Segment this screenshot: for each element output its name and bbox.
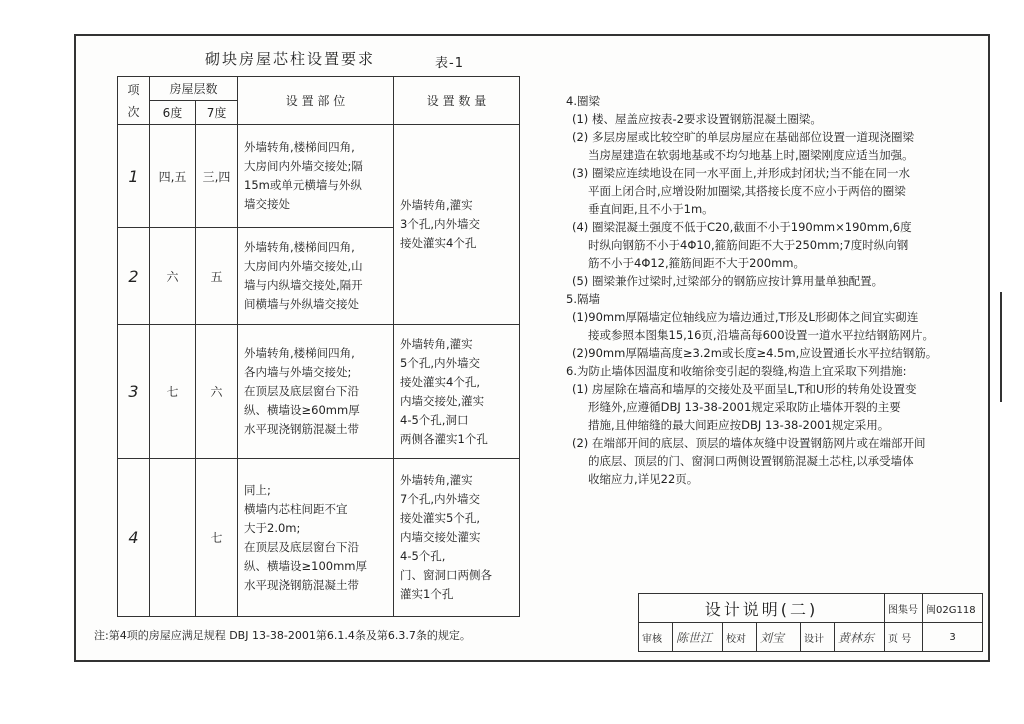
row-num: 3 [118,325,150,459]
table-row [118,325,520,459]
note-paragraph: (2) 在端部开间的底层、顶层的墙体灰缝中设置钢筋网片或在端部开间 的底层、顶层的门、窗洞口两侧设置钢筋混凝土芯柱,以承受墙体 收缩应力,详见22页。 [572,436,926,486]
row-deg6 [150,459,196,617]
table-number: 表-1 [435,56,464,71]
drawing-title: 设计说明(二) [639,594,885,623]
row-quantity: 外墙转角,灌实 7个孔,内外墙交 接处灌实5个孔, 内墙交接处灌实 4-5个孔, 门、窗洞口两侧各 灌实1个孔 [394,459,520,617]
table-row [118,459,520,617]
header-deg7: 7度 [196,101,238,125]
page-number: 3 [923,623,983,652]
header-quantity: 设 置 数 量 [394,77,520,125]
table-row [118,125,520,228]
row-location: 外墙转角,楼梯间四角, 大房间内外墙交接处;隔 15m或单元横墙与外纵 墙交接处 [238,125,394,228]
note-heading: 4.圈梁 [566,94,600,108]
design-label: 设计 [801,623,835,652]
edge-mark [1000,292,1002,402]
note-paragraph: (2)90mm厚隔墙高度≥3.2m或长度≥4.5m,应设置通长水平拉结钢筋。 [572,346,938,360]
header-item [118,77,150,125]
row-deg6: 六 [150,228,196,325]
row-quantity: 外墙转角,灌实 5个孔,内外墙交 接处灌实4个孔, 内墙交接处,灌实 4-5个孔,洞口 两侧各灌实1个孔 [394,325,520,459]
atlas-number: 闽02G118 [923,594,983,623]
row-location: 同上; 横墙内芯柱间距不宜 大于2.0m; 在顶层及底层窗台下沿 纵、横墙设≥100mm厚 水平现浇钢筋混凝土带 [238,459,394,617]
row-deg7: 六 [196,325,238,459]
title-block-table [638,593,983,652]
design-notes [566,92,981,488]
header-floors: 房屋层数 [150,77,238,101]
row-num: 4 [118,459,150,617]
atlas-label: 图集号 [885,594,923,623]
check-label: 校对 [723,623,757,652]
note-paragraph: (5) 圈梁兼作过梁时,过梁部分的钢筋应按计算用量单独配置。 [572,274,884,288]
note-paragraph: (4) 圈梁混凝土强度不低于C20,截面不小于190mm×190mm,6度 时纵向钢筋不小于4Φ10,箍筋间距不大于250mm;7度时纵向钢 筋不小于4Φ12,箍筋间距不大于200mm。 [572,220,912,270]
row-deg7: 五 [196,228,238,325]
title-block [638,593,982,655]
note-heading: 6.为防止墙体因温度和收缩徐变引起的裂缝,构造上宜采取下列措施: [566,364,907,378]
page-label: 页 号 [885,623,923,652]
row-location: 外墙转角,楼梯间四角, 大房间内外墙交接处,山 墙与内纵墙交接处,隔开 间横墙与外纵墙交接处 [238,228,394,325]
row-deg6: 四,五 [150,125,196,228]
core-column-table [117,76,520,617]
note-paragraph: (1)90mm厚隔墙定位轴线应为墙边通过,T形及L形砌体之间宜实砌连 接或参照本图集15,16页,沿墙高每600设置一道水平拉结钢筋网片。 [572,310,935,342]
review-signature: 陈世江 [673,623,723,652]
note-paragraph: (2) 多层房屋或比较空旷的单层房屋应在基础部位设置一道现浇圈梁 当房屋建造在软弱地基或不均匀地基上时,圈梁刚度应适当加强。 [572,130,914,162]
header-item-text: 项次 [127,82,140,119]
table-title: 砌块房屋芯柱设置要求 [205,50,376,68]
header-deg6: 6度 [150,101,196,125]
row-deg7: 三,四 [196,125,238,228]
row-num: 1 [118,125,150,228]
header-location: 设 置 部 位 [238,77,394,125]
check-signature: 刘宝 [757,623,801,652]
row-location: 外墙转角,楼梯间四角, 各内墙与外墙交接处; 在顶层及底层窗台下沿 纵、横墙设≥60mm厚 水平现浇钢筋混凝土带 [238,325,394,459]
row-deg6: 七 [150,325,196,459]
table-footnote: 注:第4项的房屋应满足规程 DBJ 13-38-2001第6.1.4条及第6.3.7条的规定。 [94,629,471,642]
design-signature: 黄林东 [835,623,885,652]
row-num: 2 [118,228,150,325]
row-deg7: 七 [196,459,238,617]
note-heading: 5.隔墙 [566,292,600,306]
row-quantity-merged: 外墙转角,灌实 3个孔,内外墙交 接处灌实4个孔 [394,125,520,325]
note-paragraph: (3) 圈梁应连续地设在同一水平面上,并形成封闭状;当不能在同一水 平面上闭合时,应增设附加圈梁,其搭接长度不应小于两倍的圈梁 垂直间距,且不小于1m。 [572,166,910,216]
note-paragraph: (1) 房屋除在墙高和墙厚的交接处及平面呈L,T和U形的转角处设置变 形缝外,应遵循DBJ 13-38-2001规定采取防止墙体开裂的主要 措施,且伸缩缝的最大间距应按DBJ 13-38-2001规定采用。 [572,382,917,432]
note-paragraph: (1) 楼、屋盖应按表-2要求设置钢筋混凝土圈梁。 [572,112,822,126]
review-label: 审核 [639,623,673,652]
